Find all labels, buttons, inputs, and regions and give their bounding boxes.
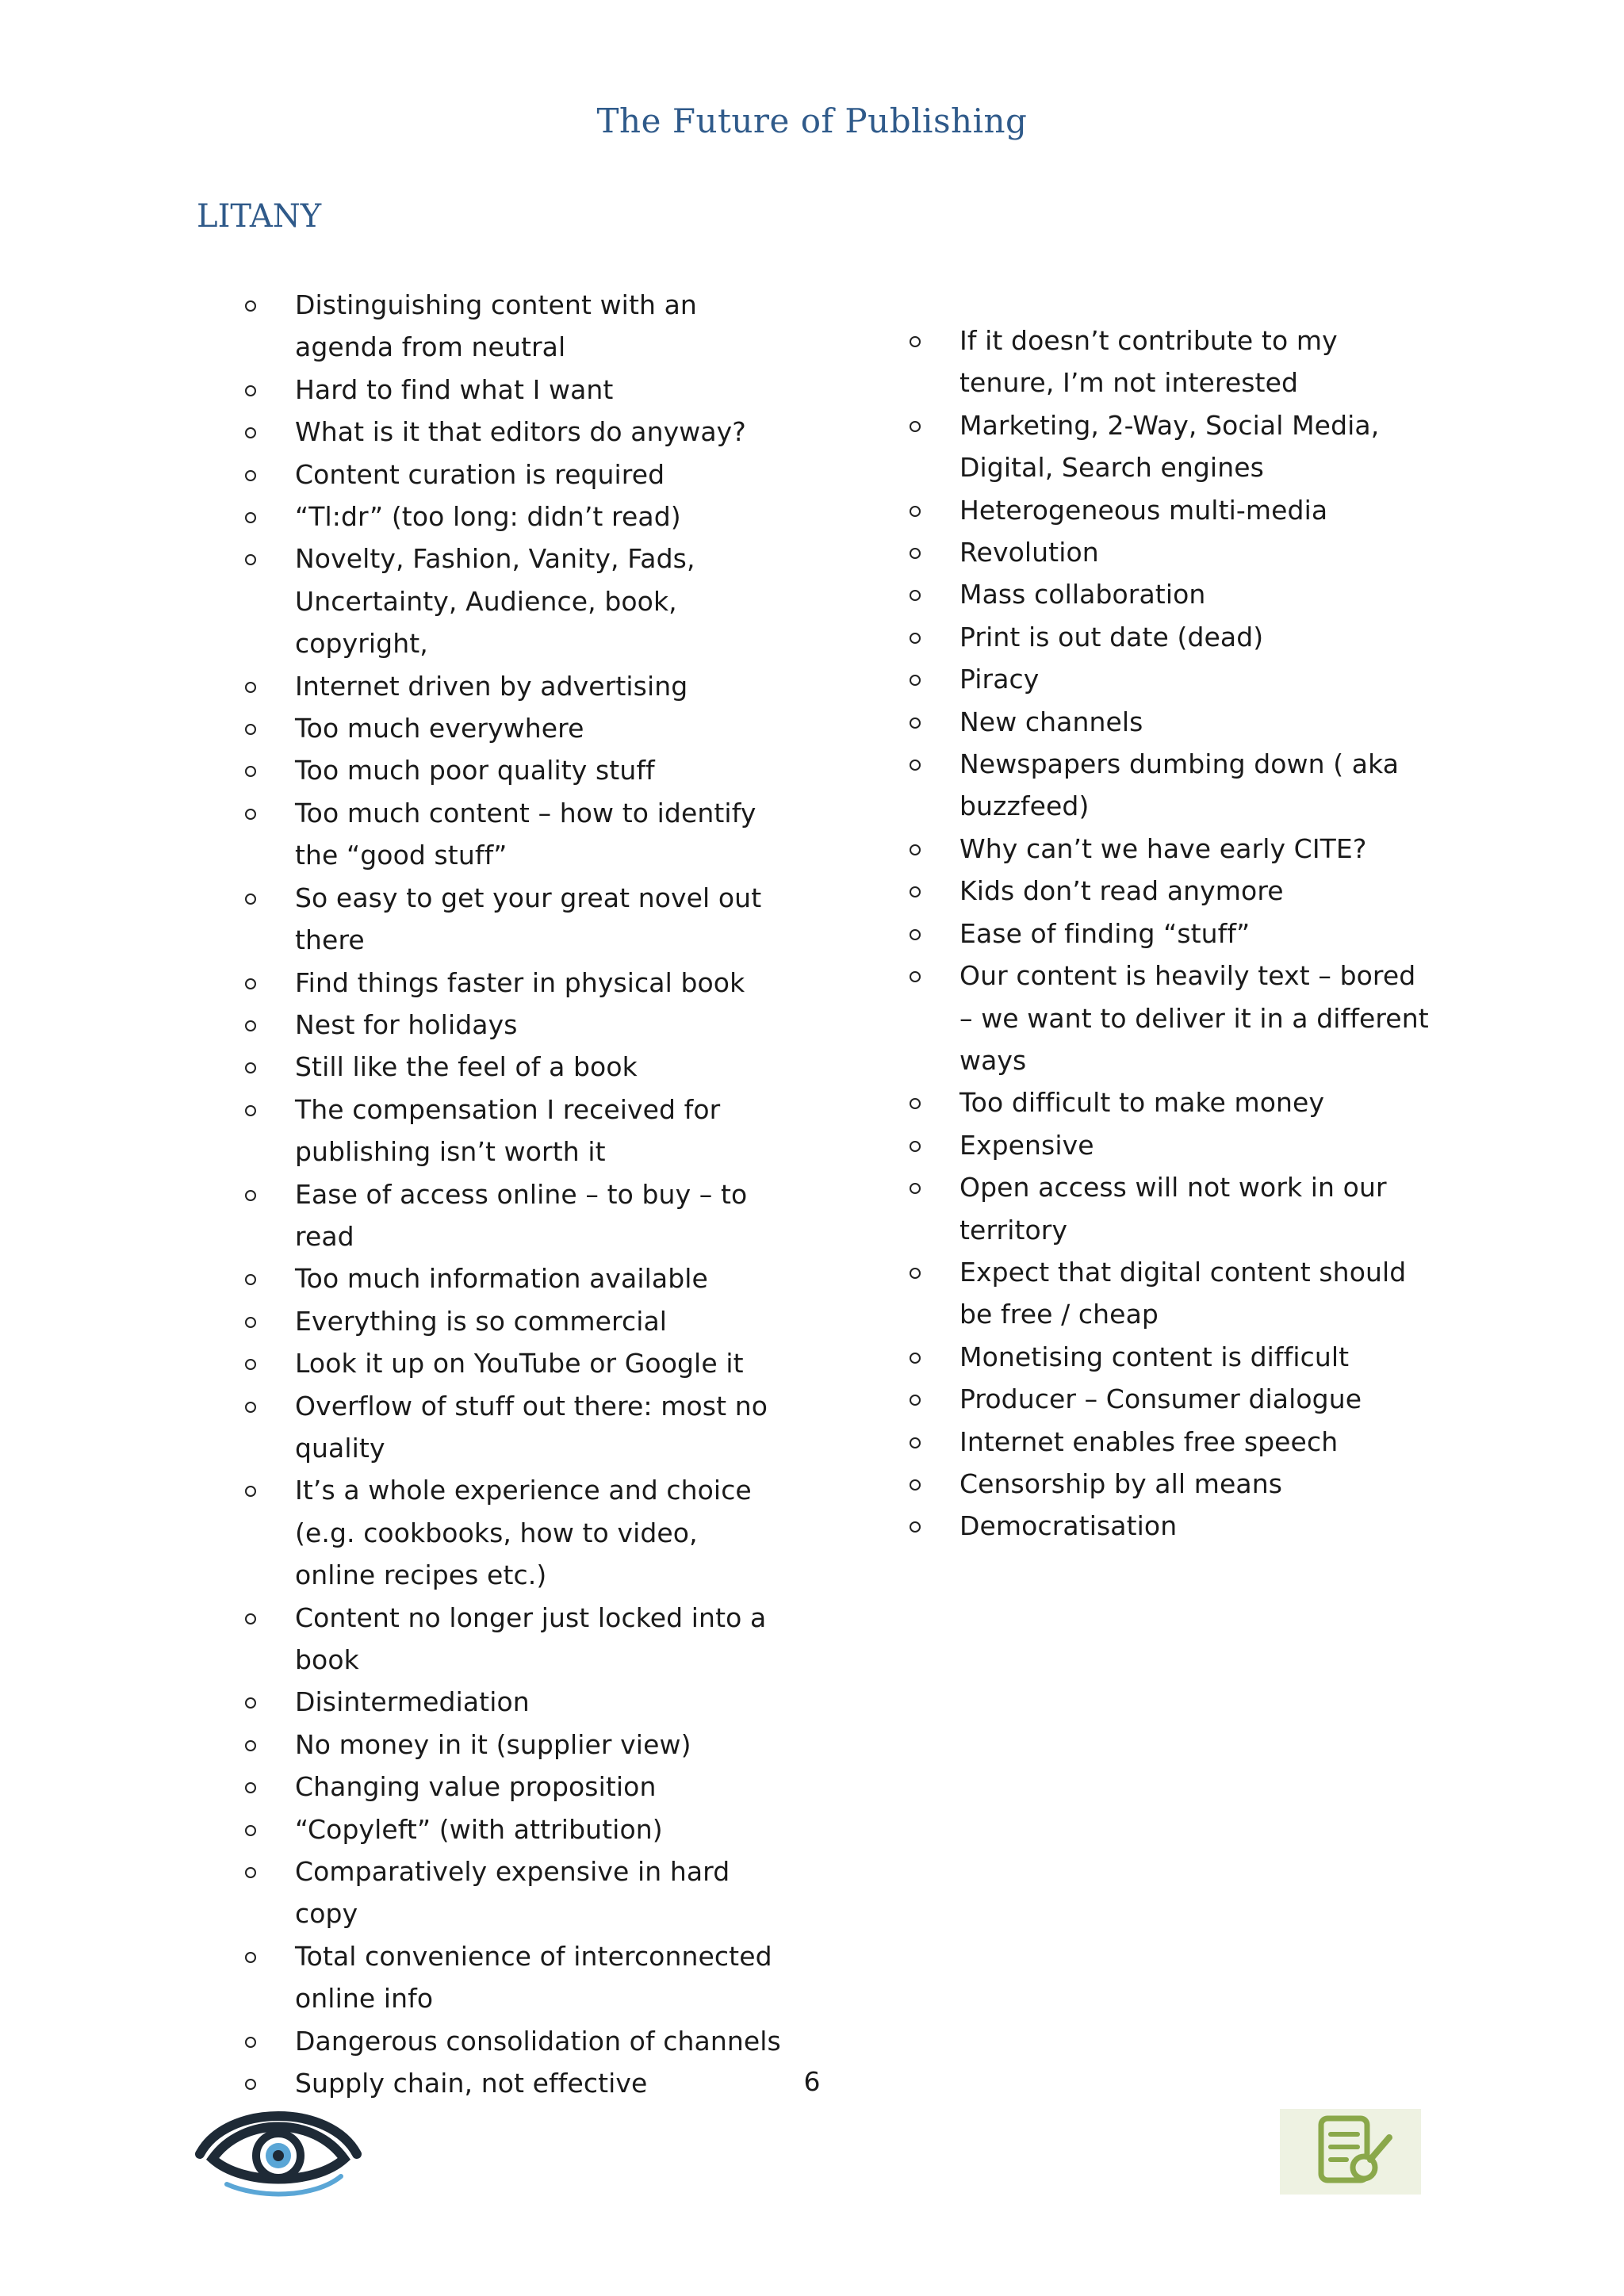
bullet-circle-icon <box>910 1521 921 1533</box>
list-item <box>243 1385 782 1470</box>
list-item <box>243 369 782 411</box>
list-item-text: Distinguishing content with an agenda from neutral <box>295 289 697 363</box>
list-item <box>907 404 1431 489</box>
list-item-text: Content curation is required <box>295 458 665 490</box>
page-title: The Future of Publishing <box>596 101 1028 140</box>
bullet-circle-icon <box>245 1867 256 1878</box>
list-item-text: Expect that digital content should be free / cheap <box>959 1256 1407 1330</box>
list-item <box>243 1089 782 1173</box>
bullet-circle-icon <box>245 894 256 905</box>
bullet-circle-icon <box>910 633 921 644</box>
list-item <box>907 1166 1431 1251</box>
bullet-circle-icon <box>910 844 921 855</box>
bullet-circle-icon <box>245 1402 256 1413</box>
list-item <box>907 573 1431 615</box>
list-item-text: Novelty, Fashion, Vanity, Fads, Uncertainty, Audience, book, copyright, <box>295 543 695 660</box>
bullet-circle-icon <box>910 1437 921 1448</box>
bullet-circle-icon <box>245 1825 256 1836</box>
list-item <box>243 1935 782 2020</box>
list-item-text: Changing value proposition <box>295 1771 657 1803</box>
list-item-text: Mass collaboration <box>959 579 1206 610</box>
list-item-text: Too much content – how to identify the “good stuff” <box>295 797 756 871</box>
bullet-circle-icon <box>245 1105 256 1116</box>
bullet-circle-icon <box>245 1274 256 1285</box>
list-item-text: Our content is heavily text – bored – we want to deliver it in a different ways <box>959 960 1429 1076</box>
list-item <box>243 1257 782 1299</box>
list-item <box>907 1251 1431 1336</box>
list-item-text: Internet driven by advertising <box>295 670 688 702</box>
list-item-text: Monetising content is difficult <box>959 1341 1350 1372</box>
list-item-text: “Tl:dr” (too long: didn’t read) <box>295 501 681 533</box>
list-item-text: “Copyleft” (with attribution) <box>295 1813 663 1845</box>
list-item-text: Why can’t we have early CITE? <box>959 832 1367 864</box>
bullet-circle-icon <box>910 1268 921 1279</box>
bullet-circle-icon <box>245 682 256 693</box>
list-item-text: So easy to get your great novel out there <box>295 882 762 956</box>
list-item <box>243 749 782 791</box>
bullet-circle-icon <box>910 886 921 897</box>
list-item-text: The compensation I received for publishing isn’t worth it <box>295 1093 721 1168</box>
bullet-circle-icon <box>910 971 921 982</box>
list-item <box>907 870 1431 912</box>
list-item <box>243 1766 782 1808</box>
list-item-text: Producer – Consumer dialogue <box>959 1383 1362 1415</box>
bullet-circle-icon <box>245 1740 256 1751</box>
list-item-text: Too much information available <box>295 1263 708 1295</box>
list-item <box>907 1505 1431 1547</box>
list-item <box>243 1724 782 1766</box>
list-item-text: Ease of finding “stuff” <box>959 917 1251 949</box>
list-item-text: Internet enables free speech <box>959 1425 1339 1457</box>
bullet-circle-icon <box>245 427 256 438</box>
list-item-text: Hard to find what I want <box>295 373 614 405</box>
bullet-circle-icon <box>910 1353 921 1364</box>
list-item-text: If it doesn’t contribute to my tenure, I’m not interested <box>959 325 1338 399</box>
document-edit-icon <box>1280 2109 1421 2195</box>
list-item <box>907 658 1431 700</box>
bullet-circle-icon <box>245 809 256 820</box>
list-item-text: Comparatively expensive in hard copy <box>295 1856 730 1930</box>
list-item <box>243 707 782 749</box>
bullet-circle-icon <box>245 1613 256 1624</box>
list-item <box>243 792 782 877</box>
bullet-circle-icon <box>910 1395 921 1406</box>
list-item-text: Expensive <box>959 1129 1094 1161</box>
list-item <box>907 1463 1431 1505</box>
list-item <box>243 1173 782 1258</box>
list-item <box>907 955 1431 1081</box>
list-item-text: Open access will not work in our territory <box>959 1172 1387 1246</box>
bullet-circle-icon <box>910 929 921 940</box>
list-item <box>907 1124 1431 1166</box>
bullet-circle-icon <box>910 675 921 686</box>
list-item <box>907 1081 1431 1123</box>
bullet-circle-icon <box>245 1486 256 1497</box>
list-item <box>907 1336 1431 1378</box>
list-item <box>243 1300 782 1342</box>
bullet-circle-icon <box>245 2037 256 2048</box>
bullet-circle-icon <box>910 506 921 517</box>
list-item <box>907 531 1431 573</box>
bullet-circle-icon <box>245 1317 256 1328</box>
eye-logo-icon <box>195 2097 362 2200</box>
bullet-circle-icon <box>910 1479 921 1490</box>
list-item-text: Overflow of stuff out there: most no quality <box>295 1390 768 1464</box>
bullet-circle-icon <box>245 766 256 777</box>
bullet-circle-icon <box>910 336 921 347</box>
list-item <box>243 453 782 496</box>
list-item-text: Ease of access online – to buy – to read <box>295 1178 748 1252</box>
list-item <box>243 1004 782 1046</box>
list-item <box>243 1808 782 1850</box>
list-item <box>243 496 782 538</box>
list-item-text: Revolution <box>959 537 1099 568</box>
list-item <box>907 701 1431 743</box>
list-item <box>243 1597 782 1682</box>
list-item <box>907 743 1431 828</box>
list-item-text: Too much everywhere <box>295 713 584 744</box>
list-item <box>907 913 1431 955</box>
bullet-circle-icon <box>910 421 921 432</box>
list-item-text: Piracy <box>959 664 1040 695</box>
list-item <box>907 320 1431 404</box>
bullet-circle-icon <box>245 1952 256 1963</box>
bullet-circle-icon <box>910 1098 921 1109</box>
bullet-circle-icon <box>245 470 256 481</box>
list-item-text: Total convenience of interconnected online info <box>295 1940 772 2015</box>
list-item-text: Heterogeneous multi-media <box>959 494 1328 526</box>
list-item <box>907 1378 1431 1420</box>
bullet-circle-icon <box>245 1359 256 1370</box>
list-item <box>243 1342 782 1384</box>
section-heading: LITANY <box>197 198 322 235</box>
left-bullet-list <box>243 284 782 2104</box>
bullet-circle-icon <box>910 1183 921 1194</box>
list-item <box>243 538 782 664</box>
list-item <box>243 1681 782 1723</box>
list-item <box>243 1850 782 1935</box>
bullet-circle-icon <box>245 300 256 312</box>
list-item-text: Too much poor quality stuff <box>295 755 655 786</box>
list-item-text: Censorship by all means <box>959 1468 1283 1499</box>
list-item <box>907 489 1431 531</box>
list-item <box>243 1469 782 1596</box>
list-item-text: Too difficult to make money <box>959 1087 1325 1119</box>
list-item-text: Disintermediation <box>295 1686 530 1718</box>
list-item-text: Print is out date (dead) <box>959 621 1264 652</box>
list-item <box>243 665 782 707</box>
bullet-circle-icon <box>910 1141 921 1152</box>
list-item-text: Newspapers dumbing down ( aka buzzfeed) <box>959 748 1400 822</box>
list-item <box>907 616 1431 658</box>
bullet-circle-icon <box>245 978 256 989</box>
list-item <box>907 1421 1431 1463</box>
bullet-circle-icon <box>245 1020 256 1031</box>
page-number: 6 <box>803 2066 821 2097</box>
bullet-circle-icon <box>245 1062 256 1073</box>
list-item <box>907 828 1431 870</box>
bullet-circle-icon <box>910 590 921 601</box>
list-item <box>243 2020 782 2062</box>
list-item-text: No money in it (supplier view) <box>295 1728 691 1760</box>
bullet-circle-icon <box>245 1782 256 1793</box>
list-item <box>243 877 782 962</box>
bullet-circle-icon <box>910 760 921 771</box>
list-item <box>243 962 782 1004</box>
bullet-circle-icon <box>245 1697 256 1709</box>
list-item-text: What is it that editors do anyway? <box>295 416 746 448</box>
bullet-circle-icon <box>245 724 256 735</box>
bullet-circle-icon <box>245 1190 256 1201</box>
bullet-circle-icon <box>245 554 256 565</box>
bullet-circle-icon <box>910 548 921 559</box>
list-item-text: Find things faster in physical book <box>295 966 745 998</box>
bullet-circle-icon <box>910 718 921 729</box>
list-item <box>243 1046 782 1088</box>
list-item <box>243 284 782 369</box>
list-item-text: Dangerous consolidation of channels <box>295 2025 781 2057</box>
right-bullet-list <box>907 320 1431 1548</box>
list-item-text: Marketing, 2-Way, Social Media, Digital, Search engines <box>959 409 1380 484</box>
list-item-text: New channels <box>959 706 1143 737</box>
list-item-text: Democratisation <box>959 1510 1178 1542</box>
list-item-text: Supply chain, not effective <box>295 2068 648 2099</box>
list-item <box>243 411 782 453</box>
list-item-text: Everything is so commercial <box>295 1305 668 1337</box>
list-item-text: Look it up on YouTube or Google it <box>295 1348 744 1380</box>
list-item-text: It’s a whole experience and choice (e.g. cookbooks, how to video, online recipes etc.) <box>295 1475 752 1591</box>
list-item-text: Content no longer just locked into a book <box>295 1601 767 1675</box>
bullet-circle-icon <box>245 512 256 523</box>
list-item-text: Nest for holidays <box>295 1008 518 1040</box>
list-item-text: Still like the feel of a book <box>295 1051 638 1083</box>
list-item-text: Kids don’t read anymore <box>959 875 1284 907</box>
bullet-circle-icon <box>245 385 256 396</box>
